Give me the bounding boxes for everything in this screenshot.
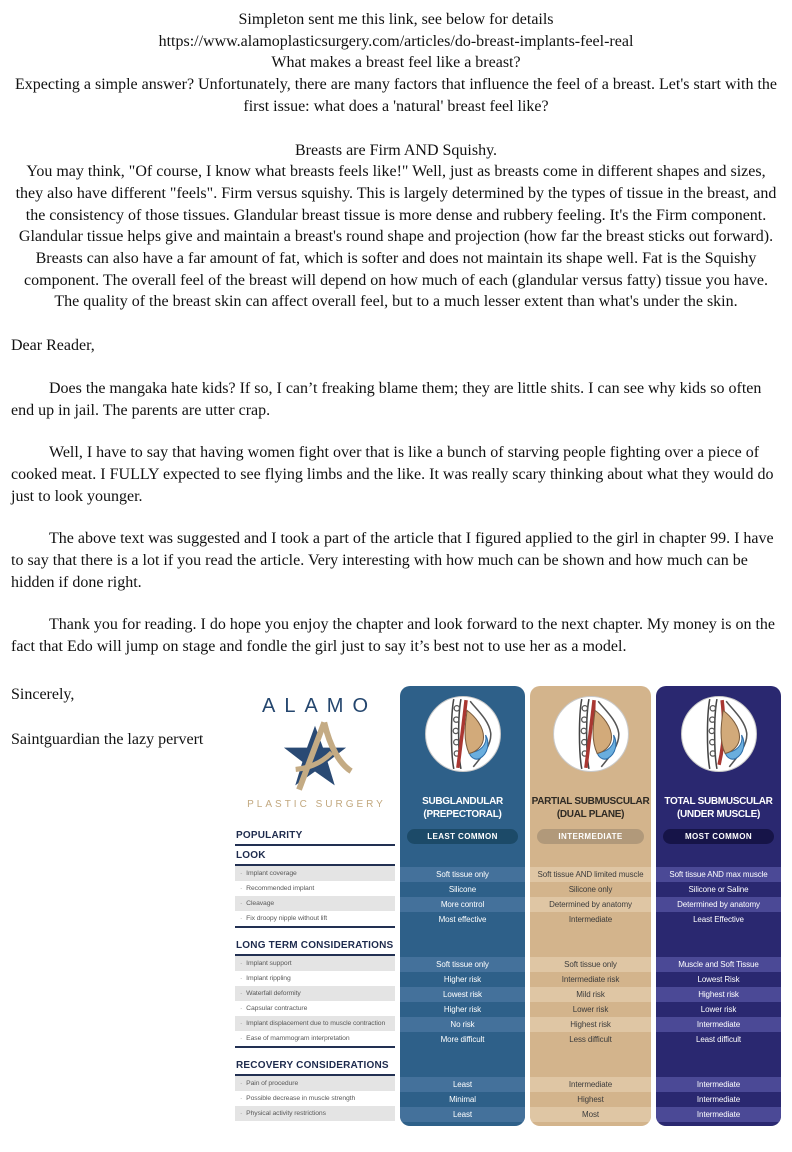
criteria-label <box>235 881 395 896</box>
implant-cross-section-icon <box>680 695 758 773</box>
bullet-icon: · <box>240 1094 243 1102</box>
comparison-value: Higher risk <box>443 1004 482 1014</box>
comparison-value: Determined by anatomy <box>530 897 651 912</box>
letter-paragraph: The above text was suggested and I took a part of the article that I figured applied to the girl in chapter 99. I have to say that there is a lot if you read the article. Very interesting with how much can be shown and how much can be hidden if done right. <box>11 530 774 591</box>
option-title <box>422 795 503 821</box>
criteria-label-text: Recommended implant <box>246 884 315 892</box>
comparison-value: Lower risk <box>572 1004 609 1014</box>
section-spacer <box>656 847 781 867</box>
implant-option-card-partial-submuscular <box>530 686 651 1126</box>
criteria-label <box>235 1106 395 1121</box>
intro-line: Simpleton sent me this link, see below for details <box>238 11 554 28</box>
implant-comparison-infographic <box>235 686 781 1126</box>
popularity-badge: LEAST COMMON <box>407 829 518 844</box>
comparison-value: Intermediate <box>696 1094 741 1104</box>
comparison-value: More control <box>400 897 525 912</box>
section-divider <box>235 926 395 938</box>
criteria-label-text: Fix droopy nipple without lift <box>246 914 328 922</box>
section-spacer <box>656 1059 781 1077</box>
comparison-value: Higher risk <box>443 974 482 984</box>
criteria-label-text: Ease of mammogram interpretation <box>246 1034 350 1042</box>
criteria-label-text: Implant support <box>246 959 292 967</box>
option-title-line2: (PREPECTORAL) <box>423 808 502 820</box>
card-values <box>400 847 525 1122</box>
option-title-line2: (DUAL PLANE) <box>556 808 625 820</box>
criteria-label <box>235 1016 395 1031</box>
criteria-label <box>235 986 395 1001</box>
criteria-label <box>235 956 395 971</box>
criteria-label-text: Cleavage <box>246 899 275 907</box>
salutation: Dear Reader, <box>11 337 95 355</box>
intro-link-text: https://www.alamoplasticsurgery.com/articles/do-breast-implants-feel-real <box>158 32 634 50</box>
implant-cross-section-icon <box>424 695 502 773</box>
comparison-value: Less difficult <box>569 1034 612 1044</box>
section-gap <box>530 1047 651 1059</box>
bullet-icon: · <box>240 989 243 997</box>
section-spacer <box>530 847 651 867</box>
star-logo-icon <box>235 719 395 798</box>
section-divider <box>235 1046 395 1058</box>
bullet-icon: · <box>240 1109 243 1117</box>
implant-option-card-subglandular <box>400 686 525 1126</box>
comparison-value: Muscle and Soft Tissue <box>656 957 781 972</box>
comparison-value: Intermediate <box>530 1077 651 1092</box>
section-spacer <box>400 939 525 957</box>
comparison-value: Intermediate <box>656 1077 781 1092</box>
comparison-value: Highest risk <box>656 987 781 1002</box>
section-gap <box>656 927 781 939</box>
card-values <box>656 847 781 1122</box>
criteria-label <box>235 971 395 986</box>
comparison-value: Least <box>400 1107 525 1122</box>
section-gap <box>400 927 525 939</box>
option-title-line1: SUBGLANDULAR <box>422 795 503 807</box>
criteria-label <box>235 896 395 911</box>
option-title <box>532 795 650 821</box>
comparison-value: More difficult <box>440 1034 485 1044</box>
comparison-value: Soft tissue AND max muscle <box>656 867 781 882</box>
option-title-line1: PARTIAL SUBMUSCULAR <box>531 795 650 807</box>
comparison-value: Least Effective <box>693 914 744 924</box>
bullet-icon: · <box>240 884 243 892</box>
comparison-value: No risk <box>400 1017 525 1032</box>
article-excerpt: You may think, "Of course, I know what breasts feels like!" Well, just as breasts come in different shapes and sizes, they also have different "feels". Firm versus squishy. This is largely determined by the types of tissue in the breast, and the consistency of those tissues. Glandular breast tissue is more dense and rubbery feeling. It's the Firm component. Glandular tissue helps give and maintain a breast's round shape and projection (how far the breast sticks out forward). Breasts can also have a far amount of fat, which is softer and does not maintain its shape well. Fat is the Squishy component. The overall feel of the breast will depend on how much of each (glandular versus fatty) tissue you have. The quality of the breast skin can affect overall feel, but to a much lesser extent than what's under the skin. <box>15 163 777 311</box>
bullet-icon: · <box>240 1019 243 1027</box>
option-title-line1: TOTAL SUBMUSCULAR <box>664 795 773 807</box>
section-header: LONG TERM CONSIDERATIONS <box>235 938 395 956</box>
comparison-value: Intermediate <box>568 914 613 924</box>
letter-paragraph: Does the mangaka hate kids? If so, I can’t freaking blame them; they are little shits. I can see why kids so often end up in jail. The parents are utter crap. <box>11 379 762 419</box>
criteria-label-text: Implant displacement due to muscle contraction <box>246 1019 386 1027</box>
comparison-value: Highest <box>577 1094 604 1104</box>
section-gap <box>400 1047 525 1059</box>
section-spacer <box>530 939 651 957</box>
criteria-label <box>235 1001 395 1016</box>
comparison-value: Silicone or Saline <box>688 884 749 894</box>
implant-option-card-total-submuscular <box>656 686 781 1126</box>
criteria-label-text: Waterfall deformity <box>246 989 301 997</box>
popularity-badge: MOST COMMON <box>663 829 774 844</box>
implant-cross-section-icon <box>552 695 630 773</box>
card-header <box>400 686 525 828</box>
bullet-icon: · <box>240 1034 243 1042</box>
section-header: LOOK <box>235 848 395 866</box>
badge-row <box>530 829 651 847</box>
comparison-value: Most <box>530 1107 651 1122</box>
intro-line: Expecting a simple answer? Unfortunately, there are many factors that influence the feel of a breast. Let's start with the first issue: what does a 'natural' breast feel like? <box>15 76 777 115</box>
criteria-label-text: Implant rippling <box>246 974 291 982</box>
section-spacer <box>400 847 525 867</box>
article-heading: Breasts are Firm AND Squishy. <box>294 141 498 159</box>
badge-row <box>400 829 525 847</box>
comparison-value: Intermediate risk <box>561 974 620 984</box>
logo-wordmark: ALAMO <box>261 694 378 717</box>
criteria-label-text: Implant coverage <box>246 869 297 877</box>
criteria-label <box>235 911 395 926</box>
closing: Sincerely, <box>11 685 75 703</box>
option-title-line2: (UNDER MUSCLE) <box>676 808 760 820</box>
comparison-value: Intermediate <box>656 1017 781 1032</box>
alamo-logo <box>235 686 395 828</box>
section-spacer <box>530 1059 651 1077</box>
comparison-value: Mild risk <box>530 987 651 1002</box>
comparison-value: Soft tissue only <box>400 867 525 882</box>
option-title <box>664 795 772 821</box>
bullet-icon: · <box>240 899 243 907</box>
criteria-label-text: Pain of procedure <box>246 1079 299 1087</box>
comparison-value: Minimal <box>449 1094 476 1104</box>
intro-block <box>11 9 781 118</box>
comparison-value: Highest risk <box>530 1017 651 1032</box>
bullet-icon: · <box>240 974 243 982</box>
bullet-icon: · <box>240 959 243 967</box>
comparison-value: Soft tissue only <box>530 957 651 972</box>
signature: Saintguardian the lazy pervert <box>11 730 204 748</box>
comparison-value: Lowest Risk <box>697 974 740 984</box>
criteria-label <box>235 1091 395 1106</box>
section-gap <box>530 927 651 939</box>
criteria-label <box>235 866 395 881</box>
section-spacer <box>656 939 781 957</box>
comparison-value: Lowest risk <box>400 987 525 1002</box>
comparison-value: Silicone only <box>568 884 613 894</box>
comparison-value: Least difficult <box>695 1034 742 1044</box>
comparison-value: Silicone <box>448 884 477 894</box>
comparison-value: Most effective <box>438 914 487 924</box>
section-spacer <box>400 1059 525 1077</box>
logo-tagline: PLASTIC SURGERY <box>247 798 386 810</box>
bullet-icon: · <box>240 1004 243 1012</box>
comparison-value: Soft tissue AND limited muscle <box>530 867 651 882</box>
card-header <box>530 686 651 828</box>
card-header <box>656 686 781 828</box>
bullet-icon: · <box>240 914 243 922</box>
bullet-icon: · <box>240 1079 243 1087</box>
section-header: RECOVERY CONSIDERATIONS <box>235 1058 395 1076</box>
criteria-label <box>235 1076 395 1091</box>
comparison-value: Soft tissue only <box>400 957 525 972</box>
criteria-label-text: Possible decrease in muscle strength <box>246 1094 356 1102</box>
comparison-value: Intermediate <box>656 1107 781 1122</box>
badge-row <box>656 829 781 847</box>
comparison-value: Lower risk <box>700 1004 737 1014</box>
comparison-value: Least <box>400 1077 525 1092</box>
bullet-icon: · <box>240 869 243 877</box>
criteria-label <box>235 1031 395 1046</box>
section-header: POPULARITY <box>235 828 395 846</box>
letter-paragraph: Well, I have to say that having women fight over that is like a bunch of starving people fighting over a piece of cooked meat. I FULLY expected to see flying limbs and the like. It was really scary thinking about what they would do just to look younger. <box>11 444 774 505</box>
intro-line: What makes a breast feel like a breast? <box>271 54 521 72</box>
infographic-labels-column <box>235 686 395 1126</box>
criteria-label-text: Physical activity restrictions <box>246 1109 326 1117</box>
letter-paragraph: Thank you for reading. I do hope you enjoy the chapter and look forward to the next chapter. My money is on the fact that Edo will jump on stage and fondle the girl just to say it’s best not to use her as a model. <box>11 616 776 656</box>
comparison-value: Determined by anatomy <box>656 897 781 912</box>
section-gap <box>656 1047 781 1059</box>
card-values <box>530 847 651 1122</box>
criteria-label-text: Capsular contracture <box>246 1004 308 1012</box>
popularity-badge: INTERMEDIATE <box>537 829 645 844</box>
